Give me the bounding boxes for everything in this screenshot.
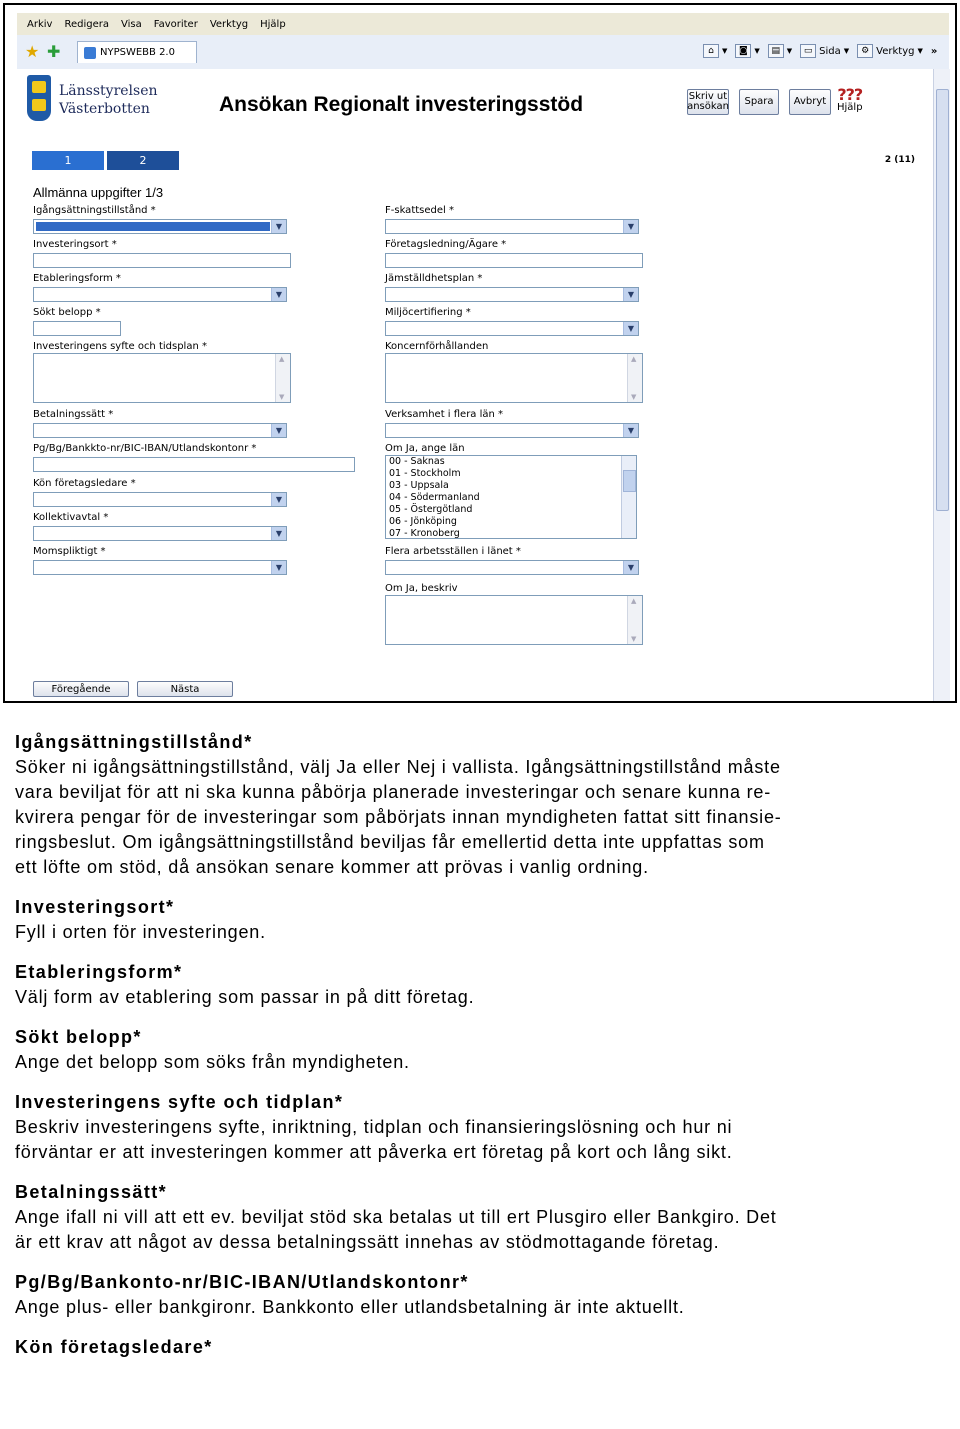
lansstyrelsen-logo xyxy=(27,73,157,129)
add-favorites-icon[interactable]: ✚ xyxy=(47,42,61,61)
browser-screenshot xyxy=(3,3,957,703)
help-line: Fyll i orten för investeringen. xyxy=(15,922,266,942)
momspliktigt-select[interactable] xyxy=(33,560,287,575)
help-line: förväntar er att investeringen kommer att påverka ert företag på kort och lång sikt. xyxy=(15,1142,733,1162)
previous-button[interactable]: Föregående xyxy=(33,681,129,697)
chevron-down-icon: ▼ xyxy=(623,288,638,301)
textarea-scrollbar[interactable] xyxy=(627,596,642,644)
foretagsledning-agare-input[interactable] xyxy=(385,253,643,268)
igangsattningstillstand-select[interactable] xyxy=(33,219,287,234)
help-line: Söker ni igångsättningstillstånd, välj Ja eller Nej i vallista. Igångsättningstillstånd måste xyxy=(15,757,781,777)
help-line: Ange det belopp som söks från myndigheten. xyxy=(15,1052,410,1072)
etableringsform-label: Etableringsform * xyxy=(33,273,121,284)
kollektivavtal-select[interactable] xyxy=(33,526,287,541)
help-item xyxy=(15,1270,945,1320)
browser-toolbar: ⌂ ▼ ◙ ▼ ▤ ▼ ▭ Sida ▼ ⚙ Verktyg ▼ » xyxy=(703,44,937,58)
listbox-scrollbar[interactable] xyxy=(621,456,636,538)
chevron-down-icon: ▼ xyxy=(271,493,286,506)
kontonummer-label: Pg/Bg/Bankkto-nr/BIC-IBAN/Utlandskontonr * xyxy=(33,443,257,454)
tab-bar xyxy=(17,35,949,70)
list-item[interactable]: 05 - Östergötland xyxy=(389,504,473,515)
menu-bar xyxy=(17,13,949,36)
foretagsledning-agare-label: Företagsledning/Ägare * xyxy=(385,239,507,250)
koncernforhallanden-label: Koncernförhållanden xyxy=(385,341,489,352)
chevron-down-icon: ▼ xyxy=(623,220,638,233)
menu-verktyg[interactable]: Verktyg xyxy=(209,18,249,30)
betalningssatt-label: Betalningssätt * xyxy=(33,409,114,420)
om-ja-beskriv-label: Om Ja, beskriv xyxy=(385,583,458,594)
print-icon[interactable]: ▤ xyxy=(768,44,784,58)
investeringsort-label: Investeringsort * xyxy=(33,239,117,250)
cancel-button[interactable]: Avbryt xyxy=(789,89,831,115)
textarea-scrollbar[interactable] xyxy=(275,354,290,402)
page-menu-icon[interactable]: ▭ xyxy=(800,44,816,58)
sokt-belopp-label: Sökt belopp * xyxy=(33,307,101,318)
step-counter: 2 (11) xyxy=(884,155,915,165)
help-line: kvirera pengar för de investeringar som påbörjats innan myndigheten fattat sitt finansie- xyxy=(15,807,782,827)
jamstalldhetsplan-label: Jämställdhetsplan * xyxy=(385,273,483,284)
scrollbar-thumb[interactable] xyxy=(936,89,949,511)
tools-menu-label[interactable]: Verktyg xyxy=(876,45,915,57)
chevron-down-icon: ▼ xyxy=(271,220,286,233)
list-item[interactable]: 06 - Jönköping xyxy=(389,516,457,527)
help-label: Hjälp xyxy=(837,102,863,113)
rss-icon[interactable]: ◙ xyxy=(735,44,751,58)
help-item xyxy=(15,1335,945,1360)
chevron-down-icon: ▼ xyxy=(623,322,638,335)
help-item xyxy=(15,730,945,880)
help-item xyxy=(15,895,945,945)
menu-hjalp[interactable]: Hjälp xyxy=(260,18,286,30)
help-title: Betalningssätt* xyxy=(15,1182,168,1202)
logo-line2: Västerbotten xyxy=(59,101,150,117)
page-icon xyxy=(84,47,96,59)
help-item xyxy=(15,1180,945,1255)
list-item[interactable]: 04 - Södermanland xyxy=(389,492,480,503)
verksamhet-flera-lan-select[interactable] xyxy=(385,423,639,438)
favorites-star-icon[interactable]: ★ xyxy=(25,42,40,61)
step-navigation xyxy=(32,151,925,171)
help-line: ett löfte om stöd, då ansökan senare kommer att prövas i vanlig ordning. xyxy=(15,857,649,877)
list-item[interactable]: 00 - Saknas xyxy=(389,456,445,467)
momspliktigt-label: Momspliktigt * xyxy=(33,546,106,557)
help-button[interactable] xyxy=(837,85,863,113)
help-line: ringsbeslut. Om igångsättningstillstånd beviljas får emellertid detta inte uppfattas som xyxy=(15,832,765,852)
chevron-down-icon: ▼ xyxy=(271,527,286,540)
menu-redigera[interactable]: Redigera xyxy=(64,18,109,30)
help-title: Kön företagsledare* xyxy=(15,1337,213,1357)
help-icon: ??? xyxy=(837,85,863,104)
help-line: Ange ifall ni vill att ett ev. beviljat stöd ska betalas ut till ert Plusgiro eller Bankgiro. Det xyxy=(15,1207,777,1227)
menu-visa[interactable]: Visa xyxy=(120,18,142,30)
help-title: Sökt belopp* xyxy=(15,1027,142,1047)
more-chevron-icon[interactable]: » xyxy=(930,45,938,57)
verksamhet-flera-lan-label: Verksamhet i flera län * xyxy=(385,409,504,420)
page-title: Ansökan Regionalt investeringsstöd xyxy=(219,93,584,116)
chevron-down-icon: ▼ xyxy=(271,288,286,301)
help-title: Investeringens syfte och tidplan* xyxy=(15,1092,344,1112)
field-help-text xyxy=(15,730,945,1375)
betalningssatt-select[interactable] xyxy=(33,423,287,438)
f-skattsedel-label: F-skattsedel * xyxy=(385,205,454,216)
igangsattningstillstand-label: Igångsättningstillstånd * xyxy=(33,205,156,216)
help-line: Ange plus- eller bankgironr. Bankkonto eller utlandsbetalning är inte aktuellt. xyxy=(15,1297,685,1317)
kon-foretagsledare-label: Kön företagsledare * xyxy=(33,478,136,489)
tools-gear-icon[interactable]: ⚙ xyxy=(857,44,873,58)
koncernforhallanden-textarea[interactable] xyxy=(385,353,643,403)
home-icon[interactable]: ⌂ xyxy=(703,44,719,58)
logo-line1: Länsstyrelsen xyxy=(59,83,158,99)
list-item[interactable]: 07 - Kronoberg xyxy=(389,528,460,539)
section-title: Allmänna uppgifter 1/3 xyxy=(33,185,164,200)
flera-arbetsstallen-select[interactable] xyxy=(385,560,639,575)
investeringens-syfte-textarea[interactable] xyxy=(33,353,291,403)
help-item xyxy=(15,960,945,1010)
textarea-scrollbar[interactable] xyxy=(627,354,642,402)
miljocertifiering-select[interactable] xyxy=(385,321,639,336)
menu-favoriter[interactable]: Favoriter xyxy=(153,18,198,30)
help-line: är ett krav att något av dessa betalningssätt innehas av stödmottagande företag. xyxy=(15,1232,720,1252)
sokt-belopp-input[interactable] xyxy=(33,321,121,336)
menu-arkiv[interactable]: Arkiv xyxy=(27,18,53,30)
investeringsort-input[interactable] xyxy=(33,253,291,268)
miljocertifiering-label: Miljöcertifiering * xyxy=(385,307,471,318)
help-title: Igångsättningstillstånd* xyxy=(15,732,253,752)
crest-icon xyxy=(27,75,51,121)
kon-foretagsledare-select[interactable] xyxy=(33,492,287,507)
jamstalldhetsplan-select[interactable] xyxy=(385,287,639,302)
print-application-button[interactable]: Skriv ut ansökan xyxy=(687,89,729,115)
ange-lan-label: Om Ja, ange län xyxy=(385,443,465,454)
help-line: Välj form av etablering som passar in på ditt företag. xyxy=(15,987,475,1007)
web-page xyxy=(17,69,933,703)
chevron-down-icon: ▼ xyxy=(623,561,638,574)
help-title: Etableringsform* xyxy=(15,962,183,982)
help-item xyxy=(15,1090,945,1165)
help-line: Beskriv investeringens syfte, inriktning, tidplan och finansieringslösning och hur ni xyxy=(15,1117,733,1137)
list-item[interactable]: 01 - Stockholm xyxy=(389,468,461,479)
page-menu-label[interactable]: Sida xyxy=(819,45,841,57)
browser-tab[interactable] xyxy=(77,41,197,63)
tab-title: NYPSWEBB 2.0 xyxy=(100,47,175,58)
help-line: vara beviljat för att ni ska kunna påbörja planerade investeringar och senare kunna re- xyxy=(15,782,772,802)
help-item xyxy=(15,1025,945,1075)
list-item[interactable]: 03 - Uppsala xyxy=(389,480,449,491)
kollektivavtal-label: Kollektivavtal * xyxy=(33,512,109,523)
help-title: Pg/Bg/Bankonto-nr/BIC-IBAN/Utlandskontonr* xyxy=(15,1272,469,1292)
step-2-tab[interactable]: 2 xyxy=(107,151,179,170)
f-skattsedel-select[interactable] xyxy=(385,219,639,234)
page-scrollbar[interactable] xyxy=(933,69,950,703)
next-button[interactable]: Nästa xyxy=(137,681,233,697)
chevron-down-icon: ▼ xyxy=(271,561,286,574)
kontonummer-input[interactable] xyxy=(33,457,355,472)
help-title: Investeringsort* xyxy=(15,897,175,917)
chevron-down-icon: ▼ xyxy=(271,424,286,437)
etableringsform-select[interactable] xyxy=(33,287,287,302)
om-ja-beskriv-textarea[interactable] xyxy=(385,595,643,645)
step-1-tab[interactable]: 1 xyxy=(32,151,104,170)
investeringens-syfte-label: Investeringens syfte och tidsplan * xyxy=(33,341,207,352)
save-button[interactable]: Spara xyxy=(739,89,779,115)
flera-arbetsstallen-label: Flera arbetsställen i länet * xyxy=(385,546,521,557)
lan-listbox[interactable] xyxy=(385,455,637,539)
chevron-down-icon: ▼ xyxy=(623,424,638,437)
